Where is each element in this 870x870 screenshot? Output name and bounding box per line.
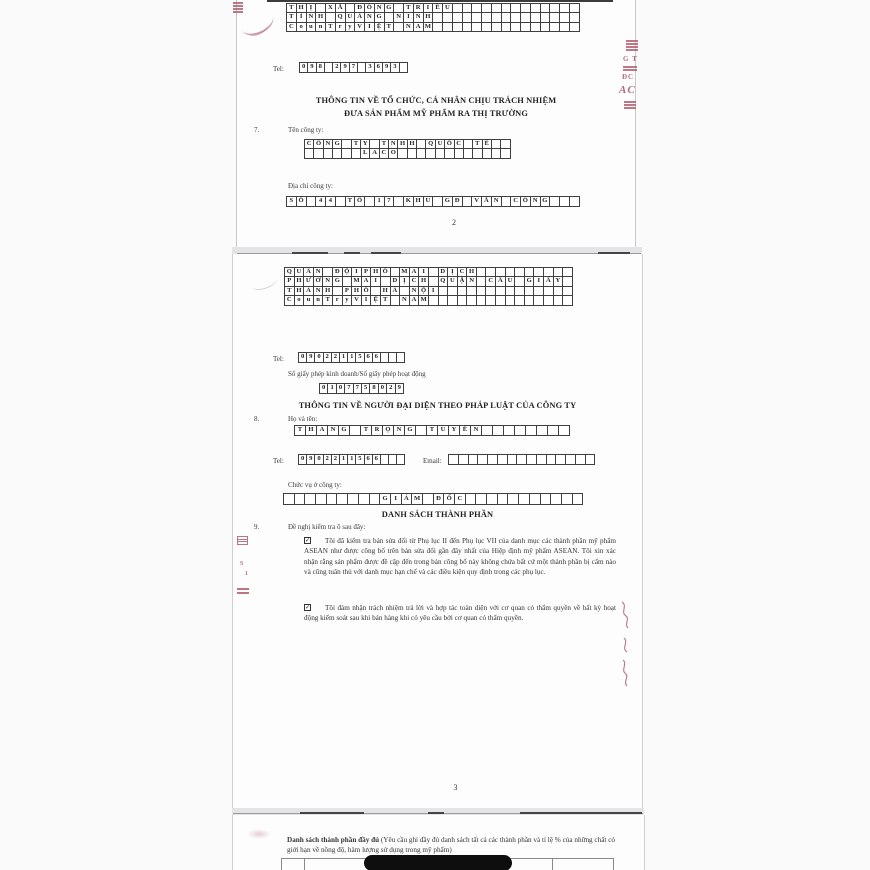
char-grid-cell: Q <box>284 267 295 277</box>
char-grid-cell: 0 <box>314 352 323 363</box>
char-grid-cell: 2 <box>331 454 340 465</box>
char-grid-cell: T <box>426 425 438 436</box>
char-grid-cell <box>500 148 510 158</box>
char-grid-cell: 4 <box>315 196 326 207</box>
char-grid-cell: Ị <box>306 3 317 13</box>
char-grid-cell: Ọ <box>382 425 394 436</box>
char-grid-cell: C <box>485 276 496 286</box>
char-grid-cell: H <box>407 139 417 149</box>
char-grid-cell: N <box>313 267 324 277</box>
char-grid-cell: u <box>306 22 317 32</box>
char-grid-cell: G <box>524 276 535 286</box>
char-grid-cell: 0 <box>299 62 308 73</box>
char-grid-cell: U <box>505 276 516 286</box>
char-grid-cell: 5 <box>361 383 370 394</box>
char-grid-cell: Ệ <box>370 295 381 305</box>
char-grid-cell: C <box>286 22 297 32</box>
char-grid-cell: T <box>345 196 356 207</box>
declaration-text-1: Tôi đã kiểm tra bản sửa đổi từ Phụ lục II đến Phụ lục VII của danh mục các thành phần mỹ phẩm ASEAN như được công bố trên bản sửa đổi gần đây nhất của Hiệp định mỹ phẩm ASEAN. Tôi xin xác nhận rằng sản phẩm được đề cập đến trong bản công bố này không chứa bất cứ một thành phần bị cấm nào và cũng tuân thủ với danh mục hạn chế và các điều kiện quy định trong các phụ lục. <box>304 537 616 577</box>
char-grid-cell: N <box>399 295 410 305</box>
char-grid-row <box>283 493 583 505</box>
char-grid-cell: 3 <box>365 62 374 73</box>
char-grid-cell: U <box>423 196 434 207</box>
char-grid-cell: P <box>342 286 353 296</box>
char-grid-cell: r <box>332 295 343 305</box>
char-grid-cell: H <box>413 196 424 207</box>
scan-dash <box>520 812 642 814</box>
char-grid-cell: o <box>296 22 307 32</box>
red-pen-handwriting-mark <box>616 598 636 693</box>
char-grid-cell: 4 <box>325 196 336 207</box>
char-grid-cell: Â <box>303 267 314 277</box>
ingredients-note-rest: (Yêu cầu ghi đầy đủ danh sách tất cả các thành phần và tỉ lệ % của những chất có giới hạn về nồng độ, hàm lượng sử dụng trong mỹ phẩm) <box>287 836 615 854</box>
char-grid-cell: N <box>393 12 404 22</box>
char-grid-cell <box>572 493 584 505</box>
char-grid-cell: M <box>399 267 410 277</box>
char-grid-cell: G <box>374 12 385 22</box>
ingredients-section-title: DANH SÁCH THÀNH PHẦN <box>381 510 494 519</box>
declaration-text-2: Tôi đảm nhận trách nhiệm trả lời và hợp tác toàn diện với cơ quan có thẩm quyền về bất kỳ hoạt động kiểm soát sau khi bán hàng khi có yêu cầu bởi cơ quan có thẩm quyền. <box>304 604 616 623</box>
char-grid-cell: Đ <box>433 493 445 505</box>
char-grid-cell: H <box>380 286 391 296</box>
char-grid-cell: 7 <box>384 196 395 207</box>
char-grid-cell: o <box>294 295 305 305</box>
section-title-line1: THÔNG TIN VỀ TỔ CHỨC, CÁ NHÂN CHỊU TRÁCH NHIỆM <box>315 96 557 105</box>
char-grid-cell: D <box>438 267 449 277</box>
char-grid-cell: T <box>403 3 414 13</box>
char-grid-cell <box>558 425 570 436</box>
char-grid-cell: 0 <box>298 352 307 363</box>
char-grid-cell: H <box>315 12 326 22</box>
page-number: 3 <box>453 783 458 792</box>
char-grid-row <box>284 295 573 305</box>
char-grid-cell: 1 <box>347 352 356 363</box>
char-grid-cell: 8 <box>316 62 325 73</box>
char-grid-cell: N <box>364 12 375 22</box>
address-continued-char-grid <box>284 267 573 306</box>
table-column-line <box>613 858 614 870</box>
char-grid-cell: 6 <box>372 352 381 363</box>
char-grid-cell: Á <box>401 493 413 505</box>
char-grid-cell: G <box>379 493 391 505</box>
char-grid-cell: Ố <box>380 267 391 277</box>
char-grid-cell: V <box>351 295 362 305</box>
char-grid-cell: Y <box>448 425 460 436</box>
tel2-label: Tel: <box>273 457 284 465</box>
char-grid-cell: N <box>491 196 502 207</box>
red-hatch-mark <box>233 2 243 14</box>
char-grid-cell: Ă <box>481 196 492 207</box>
char-grid-cell: M <box>411 493 423 505</box>
char-grid-row <box>448 454 595 465</box>
char-grid-cell: M <box>418 295 429 305</box>
char-grid-cell: u <box>303 295 314 305</box>
tel-label: Tel: <box>273 355 284 363</box>
char-grid-cell: 9 <box>382 62 391 73</box>
char-grid-cell: H <box>351 286 362 296</box>
char-grid-cell: C <box>510 196 521 207</box>
checkbox-checked-icon: ✓ <box>305 538 311 544</box>
item-number-9: 9. <box>254 523 260 531</box>
page-number: 2 <box>452 218 456 227</box>
char-grid-cell: Ã <box>335 3 346 13</box>
char-grid-cell: 9 <box>306 352 315 363</box>
char-grid-cell: Ế <box>482 139 492 149</box>
char-grid-row <box>286 196 580 207</box>
char-grid-cell: T <box>380 295 391 305</box>
char-grid-cell: 8 <box>369 383 378 394</box>
scanned-page-2 <box>236 0 636 247</box>
char-grid-cell: N <box>466 276 477 286</box>
char-grid-cell: H <box>296 3 307 13</box>
char-grid-cell: Y <box>553 276 564 286</box>
char-grid-cell: Đ <box>354 3 365 13</box>
char-grid-cell: H <box>305 425 317 436</box>
char-grid-cell: Ỉ <box>296 12 307 22</box>
char-grid-cell: 1 <box>347 454 356 465</box>
char-grid-cell: y <box>342 295 353 305</box>
char-grid-cell: I <box>364 22 375 32</box>
char-grid-cell: Ô <box>520 196 531 207</box>
char-grid-cell: Ả <box>354 12 365 22</box>
char-grid-cell: 2 <box>323 352 332 363</box>
char-grid-cell: Ấ <box>543 276 554 286</box>
char-grid-cell: Ô <box>364 3 375 13</box>
char-grid-cell: G <box>338 425 350 436</box>
char-grid-cell: T <box>286 3 297 13</box>
char-grid-row <box>299 62 408 73</box>
cut-grid-edge-line <box>267 0 613 2</box>
char-grid-cell: 6 <box>364 454 373 465</box>
table-column-line <box>281 858 282 870</box>
char-grid-cell: N <box>409 286 420 296</box>
char-grid-cell: A <box>361 276 372 286</box>
position-char-grid <box>283 493 583 505</box>
red-edge-mark <box>237 592 249 594</box>
char-grid-cell: Ệ <box>374 22 385 32</box>
char-grid-cell: O <box>388 148 398 158</box>
char-grid-cell: T <box>322 295 333 305</box>
char-grid-cell: 1 <box>374 196 385 207</box>
char-grid-cell: C <box>457 267 468 277</box>
item-number-8: 8. <box>254 415 260 423</box>
char-grid-cell: T <box>360 425 372 436</box>
checkbox-checked-icon: ✓ <box>305 605 311 611</box>
char-grid-cell: 1 <box>339 352 348 363</box>
char-grid-cell: U <box>442 3 453 13</box>
tel2-char-grid <box>298 454 405 465</box>
char-grid-cell: Đ <box>332 267 343 277</box>
char-grid-row <box>298 454 405 465</box>
company-name-char-grid <box>304 139 511 159</box>
char-grid-cell: 9 <box>306 454 315 465</box>
scan-dash <box>428 812 444 814</box>
char-grid-cell: 7 <box>344 383 353 394</box>
char-grid-cell: Ư <box>303 276 314 286</box>
char-grid-cell: U <box>435 139 445 149</box>
char-grid-cell: 6 <box>364 352 373 363</box>
char-grid-cell: 6 <box>372 454 381 465</box>
char-grid-cell: G <box>442 196 453 207</box>
check-request-label: Đề nghị kiểm tra ô sau đây: <box>288 523 366 531</box>
char-grid-cell: T <box>286 12 297 22</box>
char-grid-cell: G <box>332 139 342 149</box>
char-grid-cell: U <box>437 425 449 436</box>
char-grid-cell: H <box>322 286 333 296</box>
char-grid-cell: À <box>390 286 401 296</box>
license-number-label: Số giấy phép kinh doanh/Số giấy phép hoạt động <box>288 370 426 378</box>
char-grid-cell: Ầ <box>495 276 506 286</box>
char-grid-cell: I <box>403 12 414 22</box>
char-grid-cell: Q <box>438 276 449 286</box>
char-grid-cell: N <box>403 22 414 32</box>
char-grid-cell: N <box>322 276 333 286</box>
company-address-char-grid <box>286 196 580 207</box>
char-grid-cell: 9 <box>340 62 349 73</box>
table-column-line <box>552 858 553 870</box>
char-grid-cell: Ị <box>399 276 410 286</box>
char-grid-row <box>304 148 511 158</box>
char-grid-cell: T <box>284 286 295 296</box>
char-grid-cell: 0 <box>319 383 328 394</box>
license-number-char-grid <box>319 383 404 394</box>
char-grid-cell: I <box>423 3 434 13</box>
char-grid-cell: Ố <box>296 196 307 207</box>
char-grid-cell: 9 <box>307 62 316 73</box>
char-grid-cell: T <box>472 139 482 149</box>
char-grid-cell: Ế <box>459 425 471 436</box>
tel-label: Tel: <box>273 65 284 73</box>
char-grid-cell: Ề <box>432 3 443 13</box>
char-grid-cell: Ị <box>447 267 458 277</box>
char-grid-cell: S <box>286 196 297 207</box>
char-grid-cell: 5 <box>355 454 364 465</box>
char-grid-cell: G <box>540 196 551 207</box>
char-grid-cell: R <box>413 3 424 13</box>
scanned-page-3 <box>232 254 643 808</box>
full-name-char-grid <box>294 425 570 436</box>
char-grid-cell: U <box>345 12 356 22</box>
char-grid-cell: H <box>466 267 477 277</box>
char-grid-cell: N <box>388 139 398 149</box>
char-grid-cell <box>569 196 580 207</box>
char-grid-cell: A <box>369 148 379 158</box>
char-grid-cell: H <box>370 267 381 277</box>
char-grid-cell: 0 <box>336 383 345 394</box>
red-stamp-fragment: G T <box>623 55 638 63</box>
char-grid-cell: Ổ <box>354 196 365 207</box>
char-grid-cell: I <box>361 295 372 305</box>
char-grid-cell: N <box>374 3 385 13</box>
char-grid-cell: T <box>351 139 361 149</box>
char-grid-cell: L <box>360 148 370 158</box>
char-grid-cell: 0 <box>378 383 387 394</box>
char-grid-cell: N <box>306 12 317 22</box>
char-grid-cell: 7 <box>349 62 358 73</box>
char-grid-cell: T <box>325 22 336 32</box>
char-grid-cell: U <box>294 267 305 277</box>
char-grid-cell: P <box>361 267 372 277</box>
char-grid-cell: Ộ <box>342 267 353 277</box>
red-edge-mark <box>237 536 248 545</box>
declaration-paragraph-2 <box>304 603 616 624</box>
full-name-label: Họ và tên: <box>288 415 318 423</box>
char-grid-cell: P <box>284 276 295 286</box>
char-grid-cell: n <box>315 22 326 32</box>
red-hatch-mark <box>626 40 638 52</box>
char-grid-cell <box>562 295 573 305</box>
char-grid-cell: 2 <box>386 383 395 394</box>
char-grid-cell: À <box>303 286 314 296</box>
char-grid-cell: H <box>397 139 407 149</box>
char-grid-cell: H <box>423 12 434 22</box>
char-grid-cell <box>585 454 596 465</box>
char-grid-cell: U <box>447 276 458 286</box>
char-grid-cell: G <box>384 3 395 13</box>
char-grid-cell: 9 <box>395 383 404 394</box>
char-grid-cell: M <box>423 22 434 32</box>
char-grid-cell: I <box>370 276 381 286</box>
char-grid-cell: H <box>418 276 429 286</box>
item-number-7: 7. <box>254 126 260 134</box>
char-grid-cell: 2 <box>323 454 332 465</box>
char-grid-cell: 1 <box>327 383 336 394</box>
char-grid-row <box>286 22 580 32</box>
scanned-page-4 <box>232 815 645 870</box>
char-grid-cell: 0 <box>298 454 307 465</box>
char-grid-cell: I <box>428 286 439 296</box>
char-grid-cell: Ậ <box>457 276 468 286</box>
char-grid-cell: G <box>404 425 416 436</box>
char-grid-cell: A <box>409 295 420 305</box>
char-grid-cell: I <box>351 267 362 277</box>
char-grid-cell: 1 <box>339 454 348 465</box>
pink-smudge-mark <box>247 829 271 839</box>
char-grid-cell: Q <box>335 12 346 22</box>
char-grid-cell: V <box>471 196 482 207</box>
company-address-label: Địa chỉ công ty: <box>288 182 333 190</box>
char-grid-cell: C <box>409 276 420 286</box>
char-grid-cell: Ờ <box>313 276 324 286</box>
char-grid-cell: 5 <box>355 352 364 363</box>
char-grid-cell: G <box>332 276 343 286</box>
position-label: Chức vụ ở công ty: <box>288 481 342 489</box>
char-grid-cell: Y <box>360 139 370 149</box>
char-grid-row <box>294 425 570 436</box>
red-edge-mark: 1 <box>245 571 249 577</box>
red-edge-mark <box>237 588 249 590</box>
char-grid-cell: 6 <box>374 62 383 73</box>
char-grid-cell: y <box>345 22 356 32</box>
char-grid-cell: H <box>294 286 305 296</box>
address-char-grid <box>286 3 580 32</box>
char-grid-cell: Ố <box>361 286 372 296</box>
company-name-label: Tên công ty: <box>288 126 324 134</box>
tel-char-grid <box>299 62 408 73</box>
char-grid-cell: T <box>384 22 395 32</box>
char-grid-cell: D <box>390 276 401 286</box>
declaration-paragraph-1 <box>304 536 616 578</box>
char-grid-cell: A <box>413 22 424 32</box>
char-grid-cell: C <box>284 295 295 305</box>
char-grid-cell: N <box>530 196 541 207</box>
email-label: Email: <box>423 457 442 465</box>
table-column-line <box>304 858 305 870</box>
char-grid-cell: N <box>313 286 324 296</box>
ingredients-full-list-note <box>287 836 615 856</box>
char-grid-cell: Đ <box>452 196 463 207</box>
char-grid-cell: r <box>335 22 346 32</box>
char-grid-cell: N <box>413 12 424 22</box>
char-grid-cell: Ố <box>444 139 454 149</box>
char-grid-row <box>298 352 405 363</box>
char-grid-cell: 3 <box>390 62 399 73</box>
char-grid-cell <box>399 62 408 73</box>
char-grid-cell: N <box>323 139 333 149</box>
char-grid-cell: 2 <box>331 352 340 363</box>
red-hatch-mark <box>624 101 636 110</box>
char-grid-cell: 2 <box>332 62 341 73</box>
char-grid-cell: C <box>454 493 466 505</box>
char-grid-cell: A <box>409 267 420 277</box>
char-grid-cell: N <box>393 425 405 436</box>
char-grid-cell: I <box>533 276 544 286</box>
char-grid-row <box>319 383 404 394</box>
char-grid-cell: V <box>354 22 365 32</box>
char-grid-cell <box>569 22 580 32</box>
representative-section-title: THÔNG TIN VỀ NGƯỜI ĐẠI DIỆN THEO PHÁP LUẬT CỦA CÔNG TY <box>298 401 577 410</box>
char-grid-cell: T <box>379 139 389 149</box>
char-grid-cell: X <box>325 3 336 13</box>
red-edge-mark: S <box>240 561 245 567</box>
char-grid-cell: T <box>294 425 306 436</box>
char-grid-cell: Ô <box>313 139 323 149</box>
red-stamp-fragment: AC <box>619 84 636 96</box>
char-grid-cell: Ộ <box>418 286 429 296</box>
char-grid-cell: A <box>316 425 328 436</box>
scan-dash <box>300 812 364 814</box>
section-title-line2: ĐƯA SẢN PHẨM MỸ PHẨM RA THỊ TRƯỜNG <box>344 109 528 118</box>
char-grid-cell: C <box>304 139 314 149</box>
char-grid-cell: Ố <box>443 493 455 505</box>
char-grid-cell: H <box>294 276 305 286</box>
char-grid-cell: 0 <box>314 454 323 465</box>
char-grid-cell: M <box>351 276 362 286</box>
char-grid-cell: C <box>379 148 389 158</box>
char-grid-cell: K <box>403 196 414 207</box>
char-grid-cell: 7 <box>353 383 362 394</box>
char-grid-cell: N <box>470 425 482 436</box>
char-grid-cell: Q <box>425 139 435 149</box>
char-grid-cell <box>396 454 405 465</box>
char-grid-cell: n <box>313 295 324 305</box>
ingredients-note-bold: Danh sách thành phần đầy đủ <box>287 836 380 844</box>
redacted-black-bar <box>364 855 512 870</box>
char-grid-cell: C <box>454 139 464 149</box>
char-grid-cell <box>396 352 405 363</box>
char-grid-cell: I <box>390 493 402 505</box>
pencil-mark <box>250 272 279 292</box>
char-grid-cell: N <box>327 425 339 436</box>
char-grid-cell: R <box>371 425 383 436</box>
tel-char-grid <box>298 352 405 363</box>
red-hatch-mark <box>623 66 637 72</box>
char-grid-cell: I <box>418 267 429 277</box>
red-stamp-fragment: ĐC <box>622 73 635 81</box>
email-char-grid <box>448 454 595 465</box>
